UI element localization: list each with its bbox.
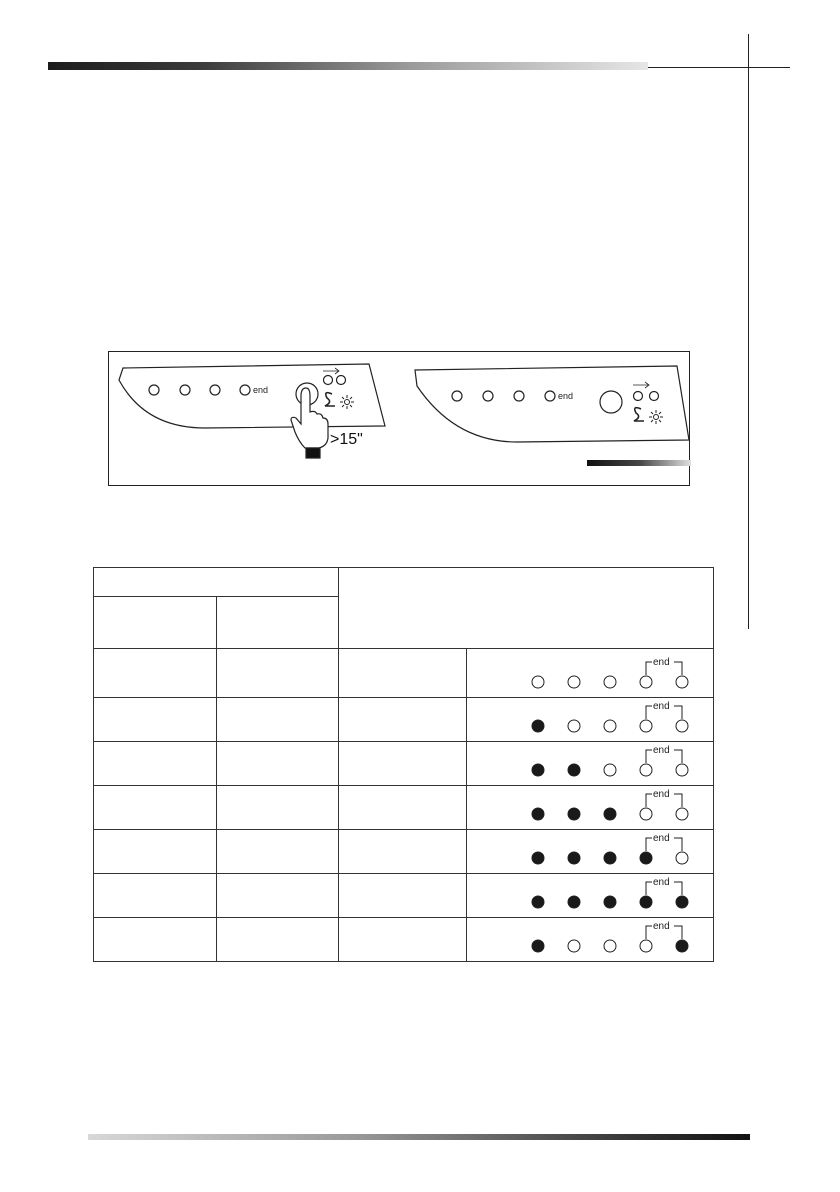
led-on [532,940,544,952]
right-panel-leds [452,391,659,401]
header-rule [648,67,790,68]
led-off [568,720,580,732]
led-off [640,676,652,688]
led-indicator [514,391,524,401]
table-cell [339,786,467,830]
led-off [640,808,652,820]
table-cell [217,786,339,830]
table-cell [339,649,467,698]
led-indicator [452,391,462,401]
led-indicator [545,391,555,401]
table-cell [94,918,217,962]
led-pattern-cell [467,830,714,874]
table-row [94,874,714,918]
table-cell [94,649,217,698]
led-off [640,764,652,776]
led-off [604,764,616,776]
led-off [640,720,652,732]
led-on [676,940,688,952]
led-off [676,808,688,820]
table-cell [339,698,467,742]
table-cell [339,742,467,786]
led-off [604,676,616,688]
table-row [94,830,714,874]
table-cell [217,830,339,874]
left-panel-outline [119,364,385,428]
led-on [532,852,544,864]
led-indicator [240,385,250,395]
table-cell [94,874,217,918]
table-row [94,786,714,830]
led-off [676,764,688,776]
salt-s-icon [634,408,644,421]
led-pattern [467,874,713,917]
header-cell [339,568,714,649]
table-cell [217,698,339,742]
led-off [640,940,652,952]
led-off [676,720,688,732]
led-on [604,852,616,864]
header-cell [94,568,339,597]
led-indicator [324,376,333,385]
led-indicator [483,391,493,401]
led-pattern [467,918,713,961]
table-cell [94,742,217,786]
table-cell [94,786,217,830]
led-off [568,940,580,952]
table-header-row [94,568,714,597]
table-cell [94,830,217,874]
led-pattern [467,698,713,741]
led-indicator [210,385,220,395]
table-cell [217,649,339,698]
control-panel-illustration [109,352,691,487]
led-rows [94,649,714,962]
control-panel-figure [108,351,690,486]
led-pattern [467,786,713,829]
left-panel-leds [149,376,346,396]
led-off [568,676,580,688]
led-pattern-cell [467,649,714,698]
right-panel-outline [415,366,689,442]
table-cell [217,742,339,786]
table-row [94,698,714,742]
margin-rule [748,34,749,629]
led-on [640,852,652,864]
led-off [676,676,688,688]
led-off [604,940,616,952]
table-row [94,742,714,786]
led-indicator [634,392,643,401]
led-off [676,852,688,864]
led-pattern [467,649,713,697]
led-indicator [337,376,346,385]
led-indicator [650,392,659,401]
header-cell [94,597,217,649]
header-decorative-bar [48,62,648,70]
table-cell [217,874,339,918]
table-cell [94,698,217,742]
end-label: end [653,789,670,800]
rinse-aid-icon [340,395,354,409]
table-cell [339,830,467,874]
end-label: end [653,877,670,888]
salt-s-icon [325,393,335,406]
led-on [604,808,616,820]
rinse-aid-icon [649,410,663,424]
figure-gradient-bar [587,460,691,466]
left-end-label: end [253,385,269,395]
led-pattern-cell [467,918,714,962]
arrow-icon [633,382,649,388]
table-row [94,918,714,962]
footer-decorative-bar [88,1134,750,1140]
led-pattern-cell [467,742,714,786]
led-indicator [180,385,190,395]
start-button [600,391,622,413]
led-on [568,896,580,908]
led-on [532,720,544,732]
led-on [532,808,544,820]
led-on [604,896,616,908]
led-pattern [467,830,713,873]
end-label: end [653,657,670,668]
led-pattern-cell [467,874,714,918]
end-label: end [653,833,670,844]
right-end-label: end [558,391,574,401]
header-cell [217,597,339,649]
led-indicator [149,385,159,395]
end-label: end [653,745,670,756]
led-on [568,852,580,864]
table-row [94,649,714,698]
table-cell [339,874,467,918]
arrow-icon [323,368,339,374]
led-status-table [93,567,714,962]
led-off [532,676,544,688]
press-duration-label: >15" [330,431,363,448]
table-cell [217,918,339,962]
table-cell [339,918,467,962]
led-on [568,808,580,820]
led-pattern [467,742,713,785]
led-pattern-cell [467,786,714,830]
led-on [532,896,544,908]
end-label: end [653,701,670,712]
led-off [604,720,616,732]
led-on [532,764,544,776]
led-on [568,764,580,776]
led-on [640,896,652,908]
led-pattern-cell [467,698,714,742]
end-label: end [653,921,670,932]
led-on [676,896,688,908]
